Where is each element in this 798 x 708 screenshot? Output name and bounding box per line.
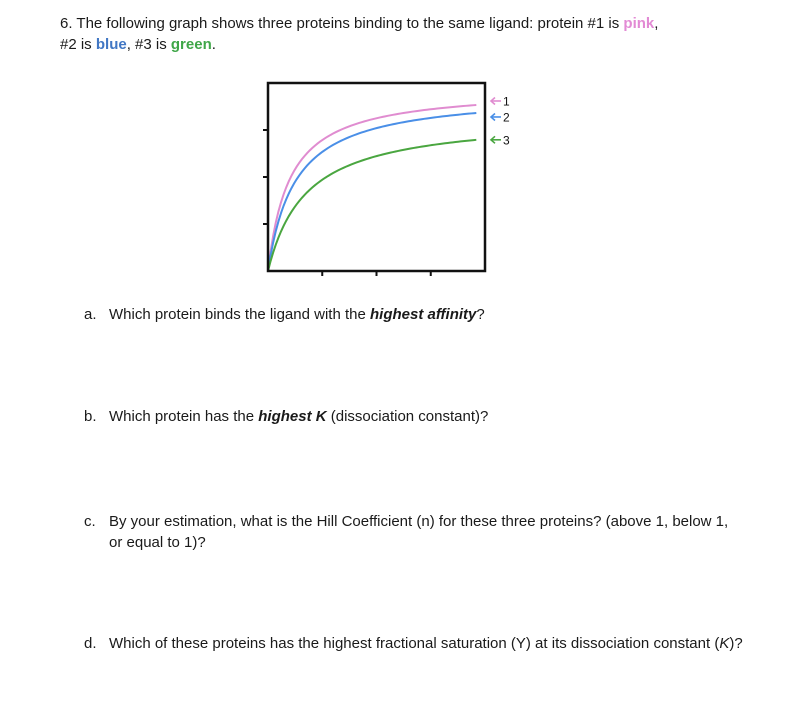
part-a-letter: a. (84, 306, 97, 323)
pink-word: pink (623, 15, 655, 32)
part-segment: ? (476, 306, 485, 323)
series-line-2 (268, 113, 476, 271)
part-d (84, 633, 744, 654)
series-label-2: 2 (503, 110, 510, 125)
part-segment: Which protein binds the ligand with the (109, 306, 370, 323)
part-segment: Which protein has the (109, 408, 259, 425)
intro-mid2: , #3 is (126, 36, 171, 53)
part-a (84, 304, 744, 325)
part-b (84, 406, 744, 427)
part-segment: highest K (258, 408, 327, 425)
part-segment: K (719, 635, 730, 652)
intro-prefix: 6. The following graph shows three proteins binding to the same ligand: protein #1 is (60, 15, 624, 32)
part-c-letter: c. (84, 513, 96, 530)
plot-frame (268, 83, 485, 271)
intro-item2: #2 is (60, 36, 96, 53)
part-b-letter: b. (84, 408, 97, 425)
question-intro (60, 13, 760, 55)
part-segment: (dissociation constant)? (326, 408, 489, 425)
part-segment: )? (729, 635, 743, 652)
part-c-text (109, 511, 744, 553)
series-label-3: 3 (503, 133, 510, 148)
series-label-1: 1 (503, 94, 510, 109)
intro-comma: , (654, 15, 659, 32)
part-a-text (109, 304, 744, 325)
part-c (84, 511, 744, 553)
part-segment: Which of these proteins has the highest fractional saturation (Y) at its dissociation constant ( (109, 635, 720, 652)
green-word: green (170, 36, 212, 53)
part-b-text (109, 406, 744, 427)
binding-curve-chart (255, 78, 525, 288)
part-segment: highest affinity (369, 306, 477, 323)
part-segment: By your estimation, what is the Hill Coefficient (n) for these three proteins? (above 1, below 1, or equal to 1)? (109, 513, 729, 551)
part-d-text (109, 633, 744, 654)
intro-end: . (211, 36, 216, 53)
blue-word: blue (95, 36, 127, 53)
part-d-letter: d. (84, 635, 97, 652)
series-line-3 (268, 140, 476, 271)
